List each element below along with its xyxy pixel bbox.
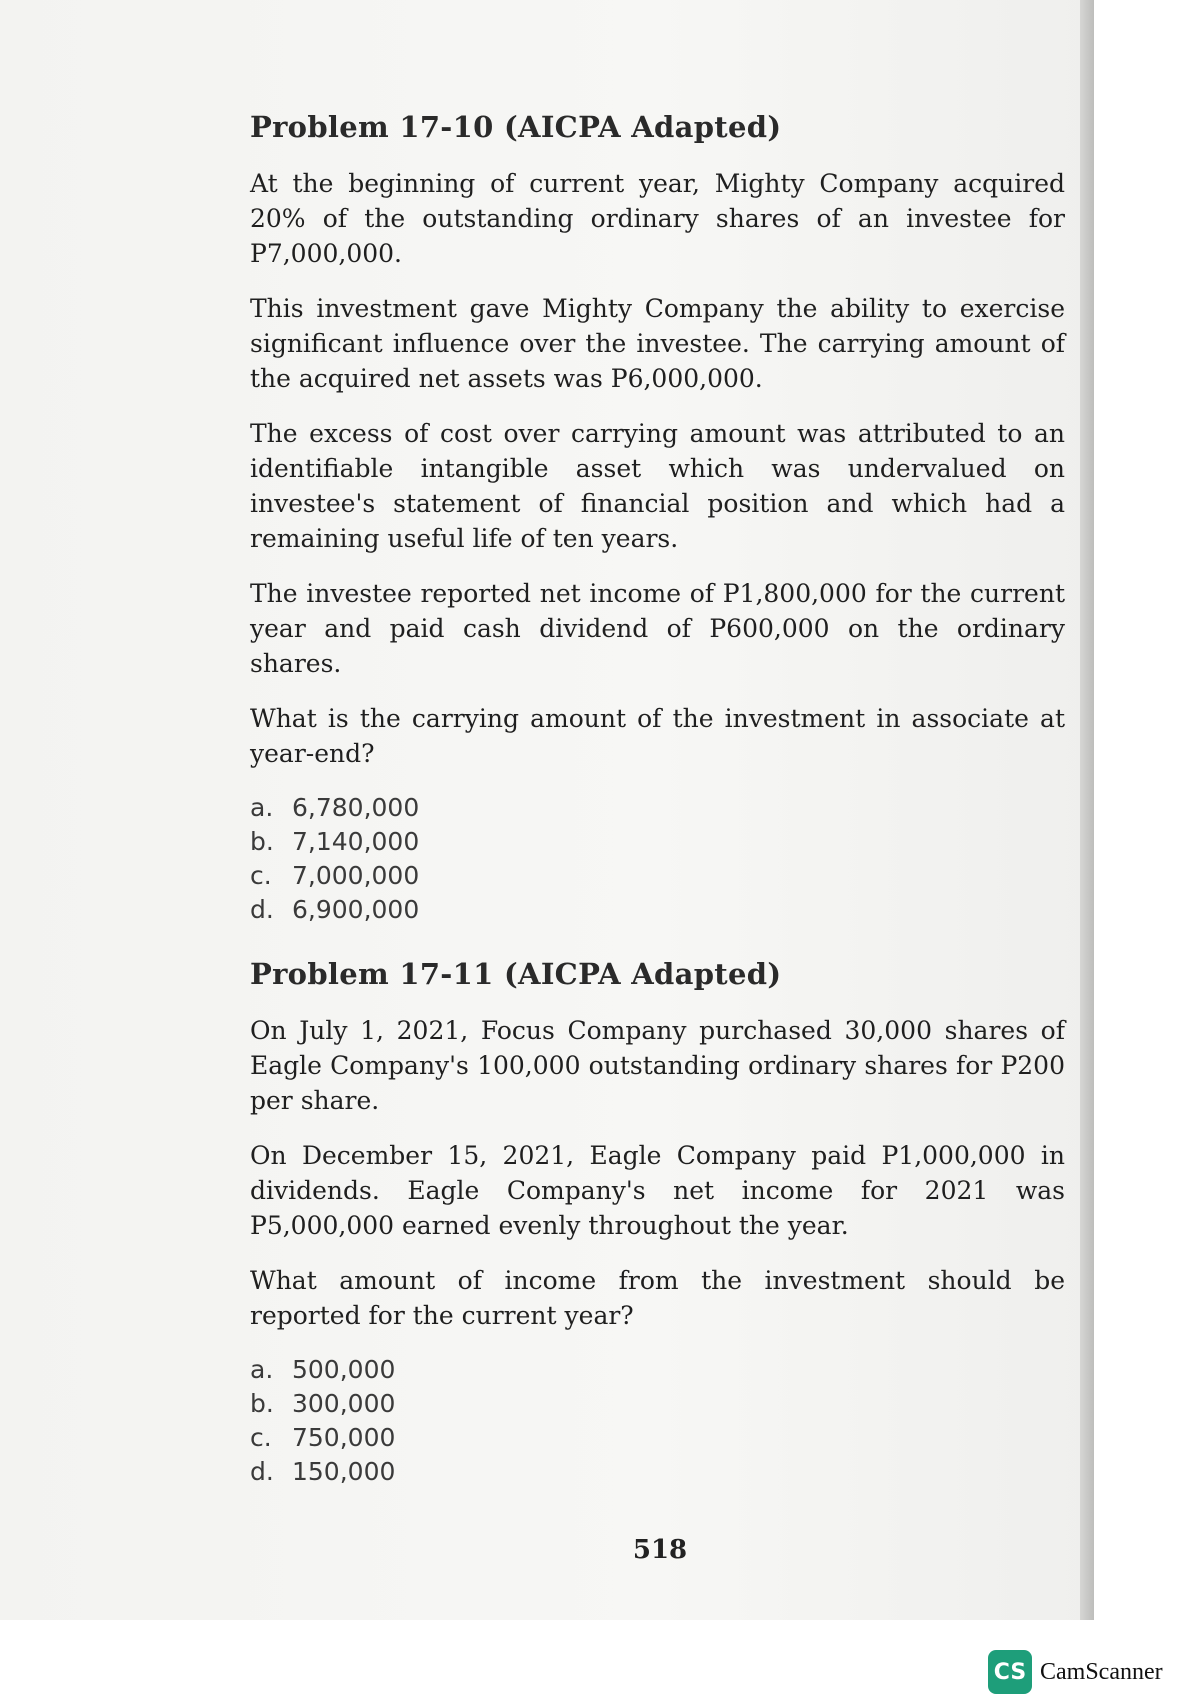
answer-choice-d <box>250 893 1065 927</box>
choice-value: 6,900,000 <box>292 895 420 924</box>
choice-letter: a. <box>250 1355 274 1384</box>
answer-choice-a <box>250 1353 1065 1387</box>
choice-letter: d. <box>250 895 274 924</box>
answer-choice-d <box>250 1455 1065 1489</box>
choice-value: 6,780,000 <box>292 793 420 822</box>
choice-value: 7,140,000 <box>292 827 420 856</box>
camscanner-logo-icon: CS <box>988 1650 1032 1694</box>
problem-title: Problem 17-11 (AICPA Adapted) <box>250 957 782 991</box>
choice-letter: c. <box>250 1423 272 1452</box>
problem-paragraph: The investee reported net income of P1,800,000 for the current year and paid cash dividend of P600,000 on the ordinary shares. <box>250 579 1065 678</box>
problem-17-10 <box>250 110 1065 927</box>
problem-paragraph: At the beginning of current year, Mighty Company acquired 20% of the outstanding ordinary shares of an investee for P7,000,000. <box>250 169 1065 268</box>
answer-choice-b <box>250 825 1065 859</box>
answer-choice-b <box>250 1387 1065 1421</box>
answer-choices <box>250 1353 1065 1489</box>
camscanner-name: CamScanner <box>1040 1658 1163 1685</box>
page-edge-shadow <box>1080 0 1094 1620</box>
choice-value: 750,000 <box>292 1423 396 1452</box>
choice-letter: d. <box>250 1457 274 1486</box>
problem-17-11 <box>250 957 1065 1489</box>
choice-value: 500,000 <box>292 1355 396 1384</box>
answer-choice-a <box>250 791 1065 825</box>
choice-letter: a. <box>250 793 274 822</box>
camscanner-watermark <box>988 1650 1163 1694</box>
choice-value: 7,000,000 <box>292 861 420 890</box>
problem-paragraph: On July 1, 2021, Focus Company purchased 30,000 shares of Eagle Company's 100,000 outstanding ordinary shares for P200 per share. <box>250 1016 1065 1115</box>
problem-paragraph: On December 15, 2021, Eagle Company paid P1,000,000 in dividends. Eagle Company's net income for 2021 was P5,000,000 earned evenly throughout the year. <box>250 1141 1065 1240</box>
problem-paragraph: This investment gave Mighty Company the ability to exercise significant influence over the investee. The carrying amount of the acquired net assets was P6,000,000. <box>250 294 1065 393</box>
choice-value: 150,000 <box>292 1457 396 1486</box>
choice-letter: b. <box>250 1389 274 1418</box>
answer-choices <box>250 791 1065 927</box>
problem-question: What is the carrying amount of the investment in associate at year-end? <box>250 704 1065 768</box>
answer-choice-c <box>250 859 1065 893</box>
choice-value: 300,000 <box>292 1389 396 1418</box>
problem-question: What amount of income from the investment should be reported for the current year? <box>250 1266 1065 1330</box>
answer-choice-c <box>250 1421 1065 1455</box>
choice-letter: c. <box>250 861 272 890</box>
choice-letter: b. <box>250 827 274 856</box>
problem-title: Problem 17-10 (AICPA Adapted) <box>250 110 782 144</box>
page-content <box>250 110 1065 1519</box>
problem-paragraph: The excess of cost over carrying amount was attributed to an identifiable intangible asset which was undervalued on investee's statement of financial position and which had a remaining useful life of ten years. <box>250 419 1065 553</box>
page-number: 518 <box>632 1535 688 1565</box>
